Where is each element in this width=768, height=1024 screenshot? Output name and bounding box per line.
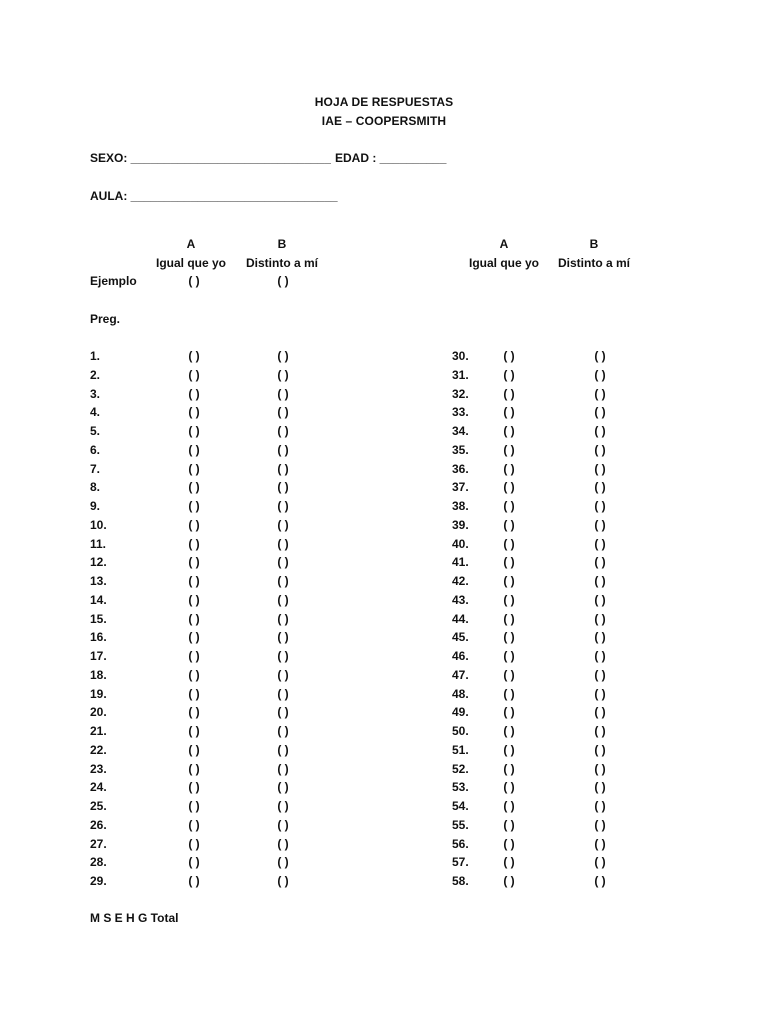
aula-field: AULA: _______________________________ [90,189,338,203]
answer-b-box[interactable]: ( ) [277,687,289,701]
answer-b-box[interactable]: ( ) [594,630,606,644]
answer-a-box[interactable]: ( ) [188,518,200,532]
answer-b-box[interactable]: ( ) [277,424,289,438]
answer-b-box[interactable]: ( ) [277,518,289,532]
answer-b-box[interactable]: ( ) [594,874,606,888]
answer-a-box[interactable]: ( ) [503,368,515,382]
answer-a-box[interactable]: ( ) [188,349,200,363]
question-number: 55. [452,818,469,832]
answer-b-box[interactable]: ( ) [277,499,289,513]
answer-a-box[interactable]: ( ) [503,612,515,626]
question-number: 51. [452,743,469,757]
question-number: 4. [90,405,101,419]
question-number: 18. [90,668,107,682]
answer-b-box[interactable]: ( ) [594,612,606,626]
question-number: 9. [90,499,101,513]
question-number: 44. [452,612,469,626]
answer-a-box[interactable]: ( ) [188,687,200,701]
question-number: 15. [90,612,107,626]
answer-a-box[interactable]: ( ) [188,874,200,888]
answer-b-box[interactable]: ( ) [594,424,606,438]
question-number: 53. [452,780,469,794]
question-number: 21. [90,724,107,738]
ejemplo-label: Ejemplo [90,274,137,288]
left-col-a-letter: A [186,237,196,251]
answer-a-box[interactable]: ( ) [188,762,200,776]
answer-a-box[interactable]: ( ) [503,462,515,476]
question-number: 40. [452,537,469,551]
answer-a-box[interactable]: ( ) [503,480,515,494]
answer-a-box[interactable]: ( ) [188,593,200,607]
answer-b-box[interactable]: ( ) [594,687,606,701]
answer-b-box[interactable]: ( ) [594,743,606,757]
answer-a-box[interactable]: ( ) [503,799,515,813]
answer-b-box[interactable]: ( ) [277,612,289,626]
answer-b-box[interactable]: ( ) [277,387,289,401]
answer-b-box[interactable]: ( ) [594,780,606,794]
answer-b-box[interactable]: ( ) [594,499,606,513]
question-number: 13. [90,574,107,588]
question-number: 11. [90,537,107,551]
answer-a-box[interactable]: ( ) [188,743,200,757]
question-number: 35. [452,443,469,457]
answer-b-box[interactable]: ( ) [277,705,289,719]
question-number: 20. [90,705,107,719]
question-number: 3. [90,387,101,401]
question-number: 37. [452,480,469,494]
question-number: 27. [90,837,107,851]
answer-b-box[interactable]: ( ) [594,855,606,869]
question-number: 19. [90,687,107,701]
question-number: 6. [90,443,101,457]
question-number: 52. [452,762,469,776]
left-col-b-text: Distinto a mí [245,256,318,270]
right-col-b-letter: B [589,237,599,251]
question-number: 38. [452,499,469,513]
answer-b-box[interactable]: ( ) [277,649,289,663]
answer-b-box[interactable]: ( ) [594,462,606,476]
answer-b-box[interactable]: ( ) [277,443,289,457]
question-number: 46. [452,649,469,663]
answer-b-box[interactable]: ( ) [277,480,289,494]
answer-a-box[interactable]: ( ) [503,387,515,401]
answer-b-box[interactable]: ( ) [594,762,606,776]
question-number: 25. [90,799,107,813]
answer-b-box[interactable]: ( ) [277,555,289,569]
title-line-2: IAE – COOPERSMITH [321,114,447,128]
answer-a-box[interactable]: ( ) [503,780,515,794]
question-number: 8. [90,480,101,494]
left-col-b-letter: B [277,237,287,251]
answer-a-box[interactable]: ( ) [188,724,200,738]
answer-a-box[interactable]: ( ) [503,405,515,419]
answer-b-box[interactable]: ( ) [594,368,606,382]
answer-b-box[interactable]: ( ) [594,480,606,494]
answer-a-box[interactable]: ( ) [503,818,515,832]
question-number: 30. [452,349,469,363]
question-number: 31. [452,368,469,382]
answer-a-box[interactable]: ( ) [503,762,515,776]
answer-a-box[interactable]: ( ) [188,368,200,382]
answer-b-box[interactable]: ( ) [277,874,289,888]
answer-b-box[interactable]: ( ) [594,799,606,813]
question-number: 36. [452,462,469,476]
answer-b-box[interactable]: ( ) [277,593,289,607]
answer-a-box[interactable]: ( ) [503,593,515,607]
answer-a-box[interactable]: ( ) [503,668,515,682]
edad-field: EDAD : __________ [335,151,447,165]
preg-label: Preg. [90,312,121,326]
answer-a-box[interactable]: ( ) [188,424,200,438]
question-number: 2. [90,368,101,382]
answer-a-box[interactable]: ( ) [503,687,515,701]
answer-a-box[interactable]: ( ) [503,743,515,757]
question-number: 48. [452,687,469,701]
answer-a-box[interactable]: ( ) [188,837,200,851]
answer-a-box[interactable]: ( ) [503,574,515,588]
answer-a-box[interactable]: ( ) [503,424,515,438]
answer-a-box[interactable]: ( ) [188,799,200,813]
question-number: 45. [452,630,469,644]
answer-b-box[interactable]: ( ) [277,799,289,813]
answer-a-box[interactable]: ( ) [503,555,515,569]
question-number: 47. [452,668,469,682]
answer-a-box[interactable]: ( ) [188,630,200,644]
answer-b-box[interactable]: ( ) [594,555,606,569]
footer-scores-label: M S E H G Total [90,911,179,925]
question-number: 58. [452,874,469,888]
ejemplo-a-box[interactable]: ( ) [188,274,200,288]
answer-a-box[interactable]: ( ) [188,387,200,401]
answer-a-box[interactable]: ( ) [188,780,200,794]
question-number: 29. [90,874,107,888]
answer-a-box[interactable]: ( ) [503,499,515,513]
sexo-field: SEXO: ______________________________ [90,151,331,165]
question-number: 26. [90,818,107,832]
answer-b-box[interactable]: ( ) [594,349,606,363]
answer-b-box[interactable]: ( ) [594,649,606,663]
question-number: 5. [90,424,101,438]
answer-a-box[interactable]: ( ) [503,724,515,738]
question-number: 39. [452,518,469,532]
right-col-b-text: Distinto a mí [557,256,630,270]
question-number: 34. [452,424,469,438]
left-col-a-text: Igual que yo [155,256,226,270]
question-number: 7. [90,462,101,476]
question-number: 33. [452,405,469,419]
answer-b-box[interactable]: ( ) [594,593,606,607]
question-number: 23. [90,762,107,776]
answer-b-box[interactable]: ( ) [277,349,289,363]
question-number: 22. [90,743,107,757]
question-number: 14. [90,593,107,607]
question-number: 43. [452,593,469,607]
answer-a-box[interactable]: ( ) [188,555,200,569]
answer-b-box[interactable]: ( ) [277,837,289,851]
answer-b-box[interactable]: ( ) [277,368,289,382]
answer-a-box[interactable]: ( ) [503,649,515,663]
question-number: 41. [452,555,469,569]
title-line-1: HOJA DE RESPUESTAS [314,95,454,109]
question-number: 54. [452,799,469,813]
question-number: 24. [90,780,107,794]
question-number: 56. [452,837,469,851]
answer-b-box[interactable]: ( ) [277,462,289,476]
answer-a-box[interactable]: ( ) [188,574,200,588]
answer-b-box[interactable]: ( ) [277,574,289,588]
question-number: 16. [90,630,107,644]
answer-a-box[interactable]: ( ) [188,705,200,719]
answer-b-box[interactable]: ( ) [594,518,606,532]
answer-b-box[interactable]: ( ) [594,668,606,682]
question-number: 49. [452,705,469,719]
answer-b-box[interactable]: ( ) [277,724,289,738]
answer-b-box[interactable]: ( ) [277,537,289,551]
answer-a-box[interactable]: ( ) [503,537,515,551]
answer-b-box[interactable]: ( ) [277,405,289,419]
question-number: 12. [90,555,107,569]
answer-b-box[interactable]: ( ) [277,743,289,757]
answer-b-box[interactable]: ( ) [594,724,606,738]
question-number: 57. [452,855,469,869]
answer-b-box[interactable]: ( ) [277,818,289,832]
question-number: 17. [90,649,107,663]
question-number: 28. [90,855,107,869]
answer-a-box[interactable]: ( ) [188,612,200,626]
answer-b-box[interactable]: ( ) [277,855,289,869]
answer-a-box[interactable]: ( ) [188,649,200,663]
answer-b-box[interactable]: ( ) [277,630,289,644]
answer-a-box[interactable]: ( ) [503,855,515,869]
answer-b-box[interactable]: ( ) [594,405,606,419]
answer-a-box[interactable]: ( ) [188,499,200,513]
answer-a-box[interactable]: ( ) [503,518,515,532]
answer-b-box[interactable]: ( ) [594,387,606,401]
answer-b-box[interactable]: ( ) [594,837,606,851]
answer-b-box[interactable]: ( ) [277,762,289,776]
answer-a-box[interactable]: ( ) [503,874,515,888]
question-number: 42. [452,574,469,588]
answer-a-box[interactable]: ( ) [188,668,200,682]
question-number: 50. [452,724,469,738]
answer-a-box[interactable]: ( ) [188,480,200,494]
answer-a-box[interactable]: ( ) [503,705,515,719]
right-col-a-letter: A [499,237,509,251]
answer-b-box[interactable]: ( ) [594,443,606,457]
answer-a-box[interactable]: ( ) [188,443,200,457]
answer-b-box[interactable]: ( ) [594,705,606,719]
answer-b-box[interactable]: ( ) [594,818,606,832]
answer-a-box[interactable]: ( ) [188,537,200,551]
answer-a-box[interactable]: ( ) [503,630,515,644]
answer-a-box[interactable]: ( ) [188,405,200,419]
question-number: 1. [90,349,101,363]
answer-a-box[interactable]: ( ) [188,855,200,869]
answer-a-box[interactable]: ( ) [188,818,200,832]
answer-a-box[interactable]: ( ) [503,349,515,363]
answer-b-box[interactable]: ( ) [594,574,606,588]
question-number: 10. [90,518,107,532]
answer-a-box[interactable]: ( ) [503,443,515,457]
ejemplo-b-box[interactable]: ( ) [277,274,289,288]
question-number: 32. [452,387,469,401]
answer-a-box[interactable]: ( ) [188,462,200,476]
answer-a-box[interactable]: ( ) [503,837,515,851]
answer-b-box[interactable]: ( ) [277,780,289,794]
right-col-a-text: Igual que yo [468,256,539,270]
answer-b-box[interactable]: ( ) [594,537,606,551]
answer-b-box[interactable]: ( ) [277,668,289,682]
